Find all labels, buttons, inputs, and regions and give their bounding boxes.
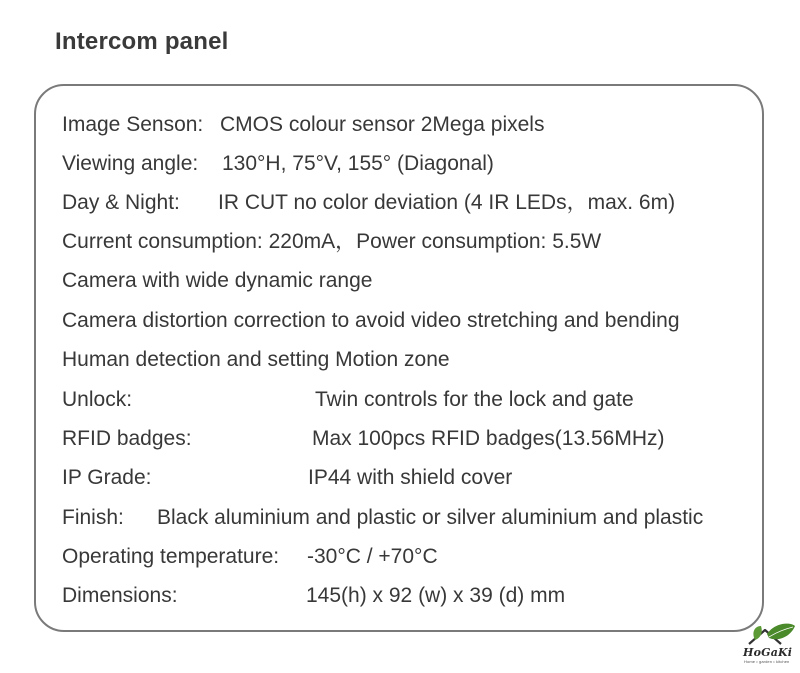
spec-label: Image Senson: bbox=[62, 113, 204, 136]
spec-label: Human detection and setting Motion zone bbox=[62, 348, 450, 371]
spec-row-viewing-angle bbox=[62, 149, 494, 179]
spec-value: 145(h) x 92 (w) x 39 (d) mm bbox=[306, 584, 566, 607]
spec-label: Dimensions: bbox=[62, 584, 178, 607]
spec-row-rfid bbox=[62, 424, 665, 454]
spec-row-distortion-correction bbox=[62, 306, 680, 336]
page-title: Intercom panel bbox=[55, 28, 229, 55]
spec-value: 130°H, 75°V, 155° (Diagonal) bbox=[222, 152, 494, 175]
spec-value: IR CUT no color deviation (4 IR LEDs，max. 6m) bbox=[218, 191, 676, 214]
spec-row-operating-temperature bbox=[62, 542, 438, 572]
spec-value: Max 100pcs RFID badges(13.56MHz) bbox=[312, 427, 665, 450]
spec-label: Current consumption: 220mA，Power consumption: 5.5W bbox=[62, 230, 602, 253]
spec-label: RFID badges: bbox=[62, 427, 192, 450]
spec-label: Day & Night: bbox=[62, 191, 180, 214]
spec-value: Black aluminium and plastic or silver aluminium and plastic bbox=[157, 506, 704, 529]
spec-row-finish bbox=[62, 503, 704, 533]
spec-row-wide-dynamic-range bbox=[62, 266, 372, 296]
spec-label: Unlock: bbox=[62, 388, 133, 411]
spec-row-consumption bbox=[62, 227, 601, 257]
spec-row-day-night bbox=[62, 188, 676, 218]
spec-label: IP Grade: bbox=[62, 466, 152, 489]
spec-label: Viewing angle: bbox=[62, 152, 199, 175]
spec-value: Twin controls for the lock and gate bbox=[315, 388, 634, 411]
spec-row-dimensions bbox=[62, 581, 566, 611]
spec-row-image-sensor bbox=[62, 110, 545, 140]
spec-label: Camera distortion correction to avoid video stretching and bending bbox=[62, 309, 680, 332]
spec-row-ip-grade bbox=[62, 463, 513, 493]
brand-tagline: Home • garden • kitchen bbox=[744, 659, 790, 664]
spec-row-human-detection bbox=[62, 345, 450, 375]
spec-row-unlock bbox=[62, 385, 634, 415]
spec-label: Operating temperature: bbox=[62, 545, 280, 568]
spec-value: CMOS colour sensor 2Mega pixels bbox=[220, 113, 545, 136]
spec-value: -30°C / +70°C bbox=[307, 545, 438, 568]
spec-label: Camera with wide dynamic range bbox=[62, 269, 373, 292]
brand-logo-text: HoGaKi bbox=[743, 646, 793, 659]
spec-label: Finish: bbox=[62, 506, 124, 529]
spec-value: IP44 with shield cover bbox=[308, 466, 513, 489]
